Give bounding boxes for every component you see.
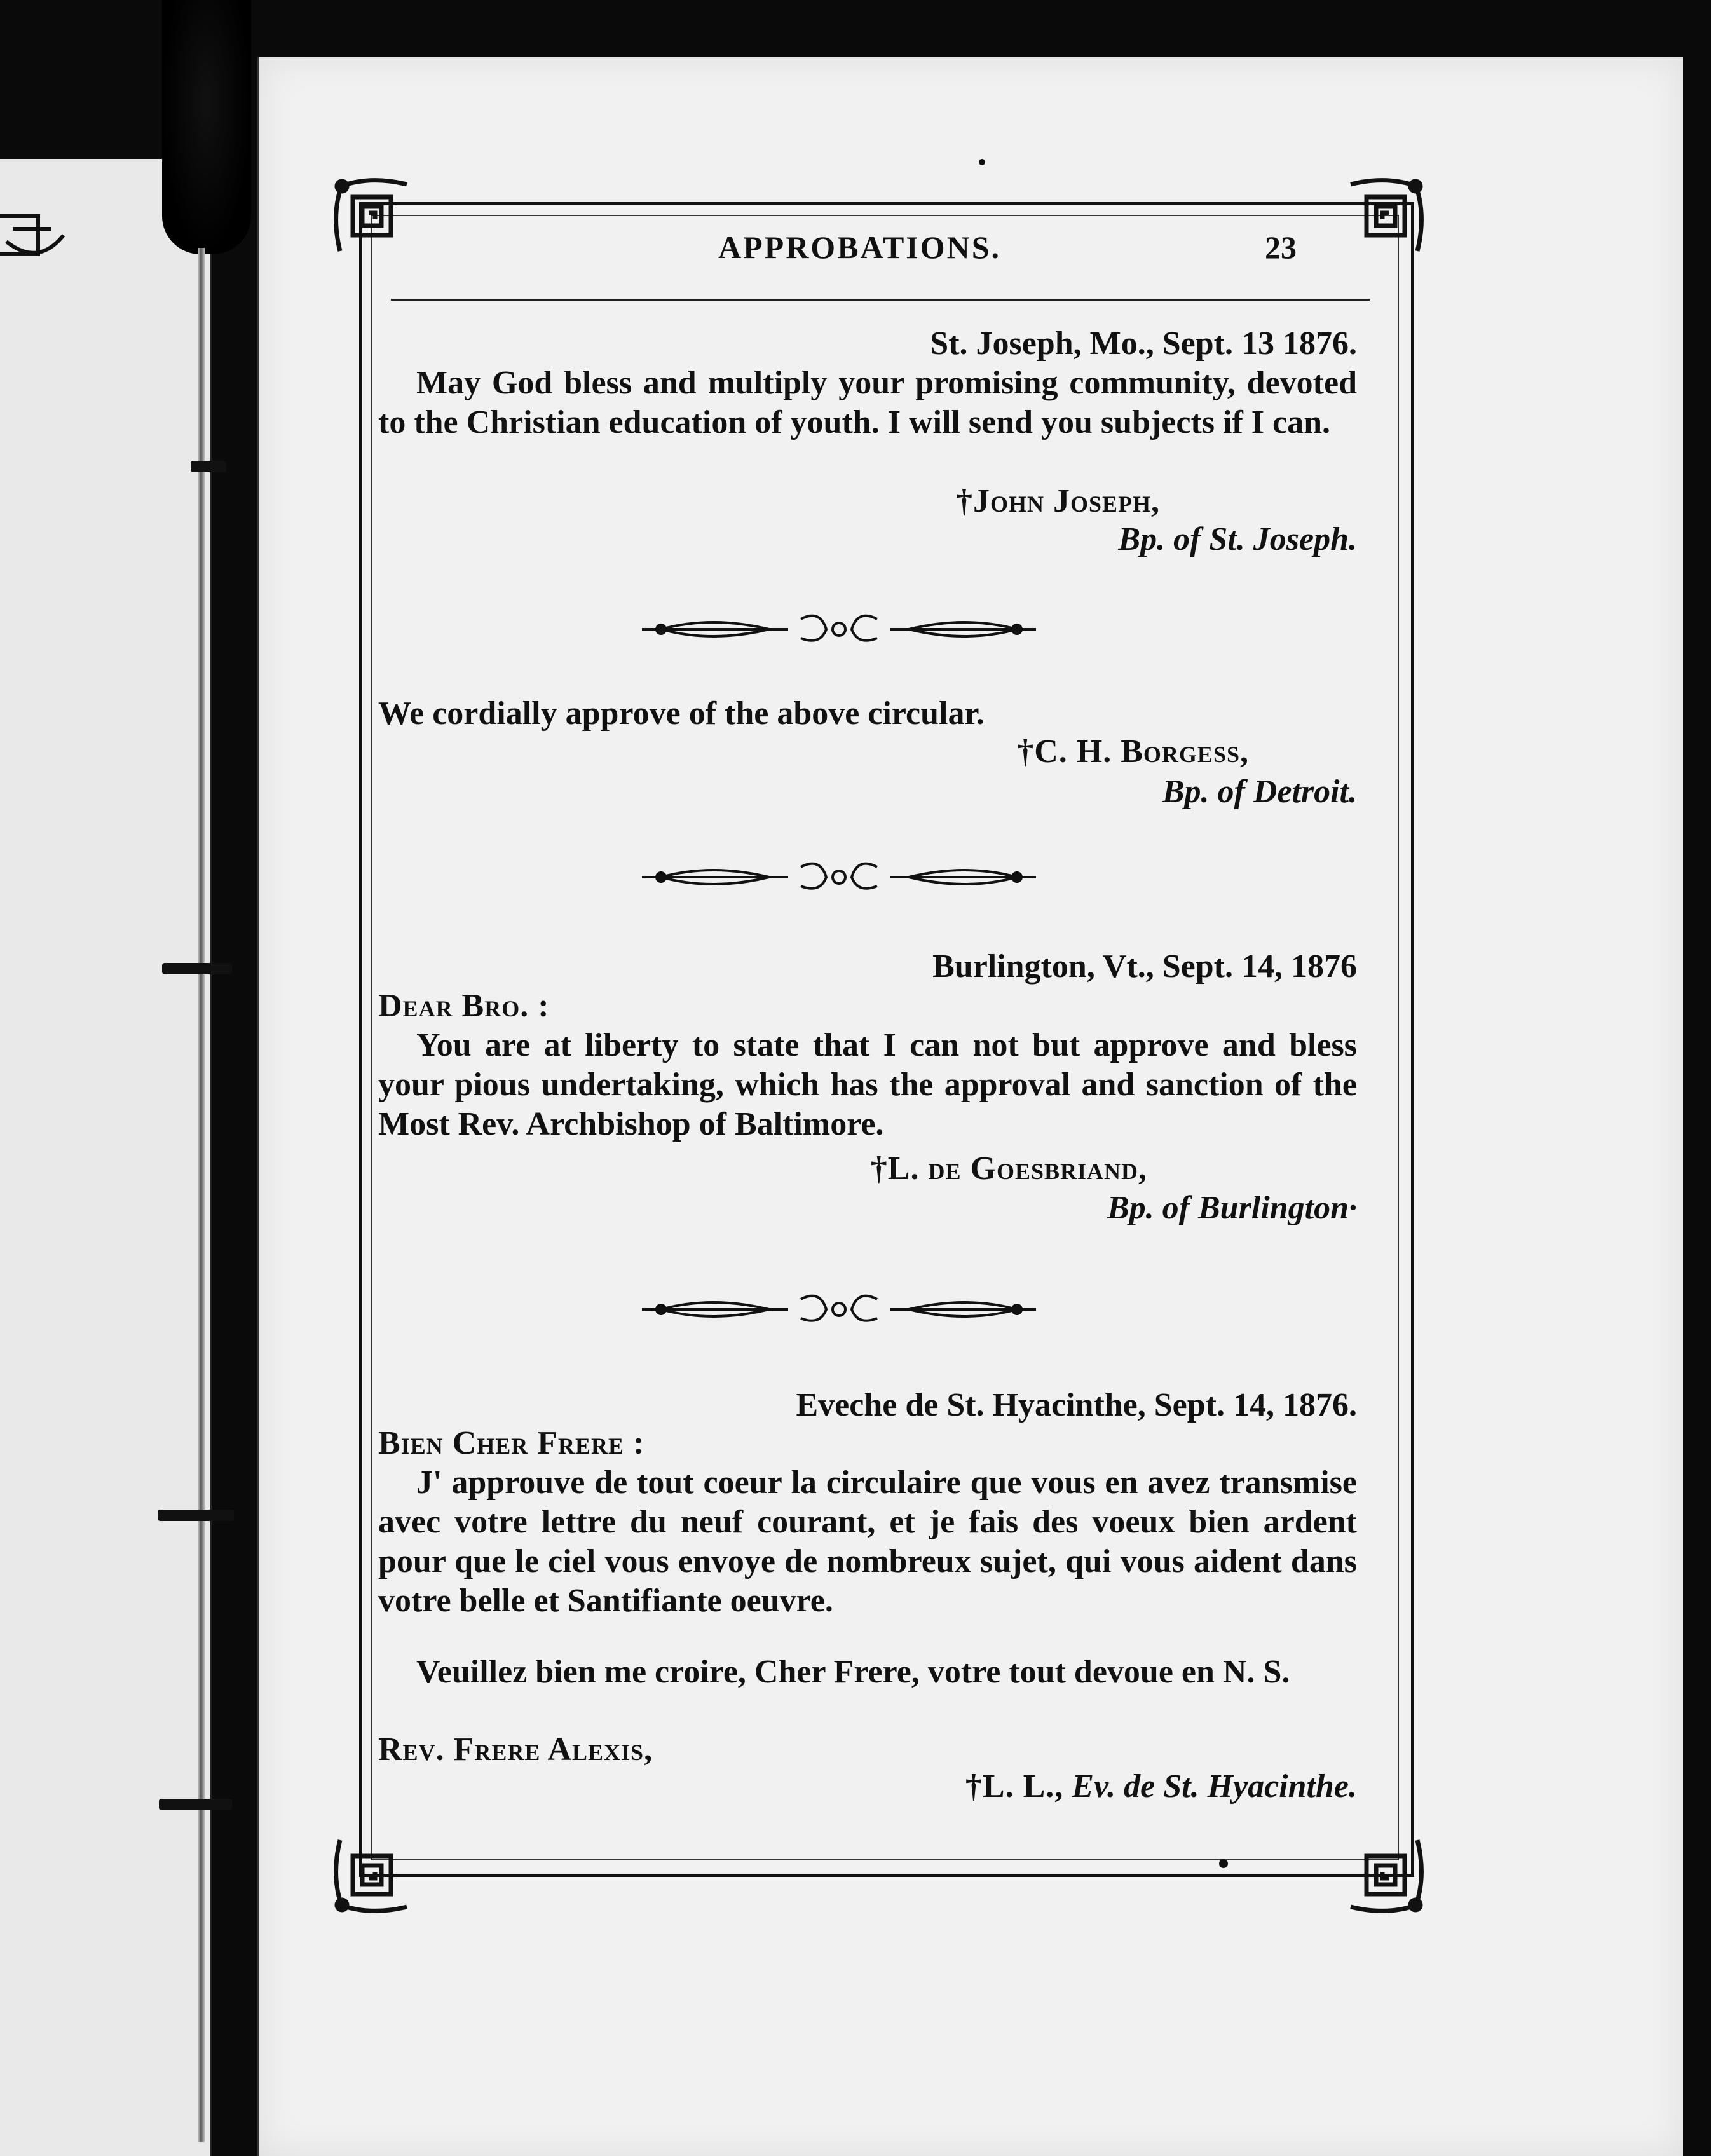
signatory-title: Bp. of Burlington· [1107,1190,1357,1226]
signatory: †C. H. Borgess, [1017,733,1249,770]
letter-closing: Veuillez bien me croire, Cher Frere, votre tout devoue en N. S. [416,1654,1290,1690]
addressee: Rev. Frere Alexis, [378,1731,653,1768]
header-rule [391,299,1370,301]
letter-body: J' approuve de tout coeur la circulaire que vous en avez transmise avec votre lettre du neuf courant, et je fais des voeux bien ardent pour que le ciel vous envoye de nombreux sujet, qui vous aident dans votre belle et Santifiante oeuvre. [378,1464,1357,1619]
signatory-title: Ev. de St. Hyacinthe. [1072,1768,1357,1805]
facing-page-ornament-icon [0,197,70,273]
thread-knot [162,963,232,974]
signatory-title: Bp. of St. Joseph. [1118,521,1357,557]
letter-body: May God bless and multiply your promising community, devoted to the Christian education of youth. I will send you subjects if I can. [378,365,1357,440]
thread-knot [191,461,226,472]
signatory: †L. de Goesbriand, [870,1150,1147,1187]
signature-line [378,1767,1357,1806]
scroll-divider-icon [642,1290,1036,1328]
signatory: †John Joseph, [955,483,1160,519]
facing-page-edge [0,159,212,2156]
ink-speck [1219,1859,1228,1868]
letter-body: You are at liberty to state that I can not but approve and bless your pious undertaking, which has the approval and sanction of the Most Rev. Archbishop of Baltimore. [378,1027,1357,1142]
binding-thread [198,248,205,2142]
scroll-divider-icon [642,610,1036,648]
dateline: Burlington, Vt., Sept. 14, 1876 [932,948,1357,985]
ornamental-corner-icon [331,175,426,270]
ornamental-corner-icon [1332,175,1427,270]
signatory: †L. L., [965,1768,1064,1805]
page-number: 23 [1265,229,1297,265]
ornamental-corner-icon [331,1821,426,1916]
scroll-divider-icon [642,858,1036,896]
running-title: APPROBATIONS. [718,229,1002,265]
binding-tassel [162,0,251,254]
thread-knot [158,1510,234,1521]
salutation: Bien Cher Frere : [378,1425,645,1461]
dateline: Eveche de St. Hyacinthe, Sept. 14, 1876. [796,1387,1357,1423]
signatory-title: Bp. of Detroit. [1162,774,1357,810]
dateline: St. Joseph, Mo., Sept. 13 1876. [930,325,1357,362]
ink-speck [979,159,985,165]
ornamental-corner-icon [1332,1821,1427,1916]
letter-body: We cordially approve of the above circular. [378,695,985,732]
salutation: Dear Bro. : [378,988,550,1024]
thread-knot [159,1799,232,1810]
